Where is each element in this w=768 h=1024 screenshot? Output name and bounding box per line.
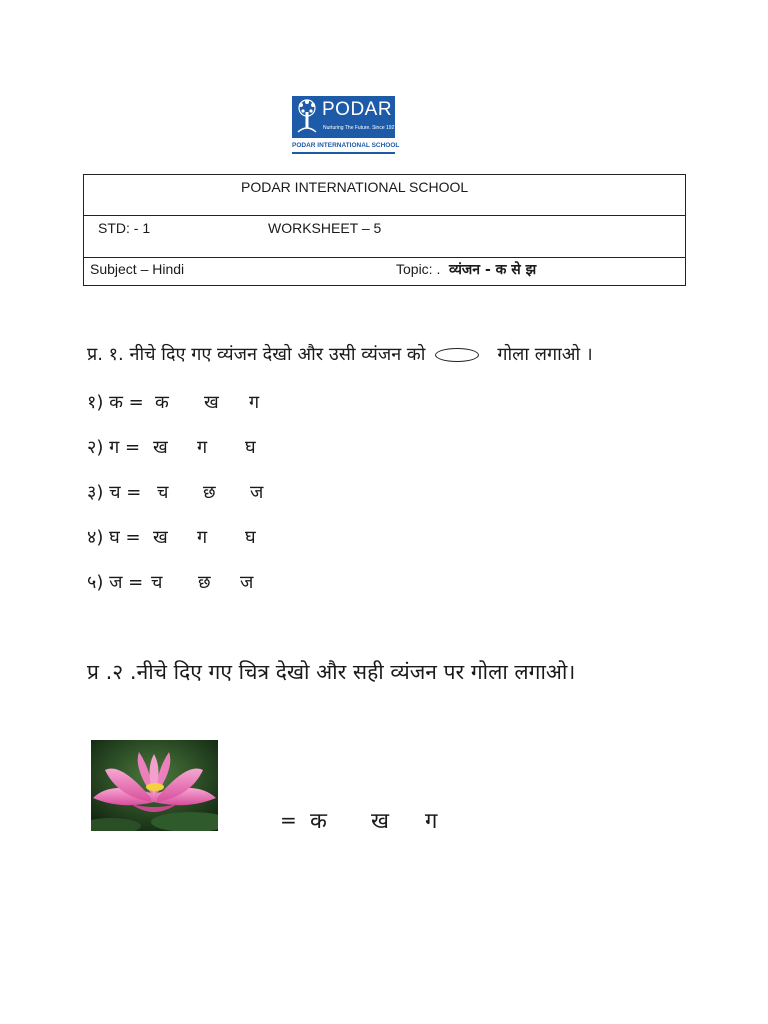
table-row-school	[84, 175, 685, 216]
table-row-subject	[84, 258, 685, 286]
item-label: २) ग =	[87, 437, 141, 458]
option-letter[interactable]: घ	[245, 527, 256, 548]
option-letter[interactable]: क	[310, 809, 327, 834]
option-letter[interactable]: ख	[153, 437, 168, 458]
option-letter[interactable]: ख	[153, 527, 168, 548]
option-letter[interactable]: घ	[245, 437, 256, 458]
option-letter[interactable]: च	[151, 572, 163, 593]
logo-tagline: Nurturing The Future. Since 1927	[323, 125, 398, 131]
logo-banner	[292, 96, 398, 138]
question-1-text: प्र. १. नीचे दिए गए व्यंजन देखो और उसी व्यंजन को	[87, 344, 426, 365]
oval-icon	[435, 348, 479, 362]
question-2-answer-row	[280, 805, 480, 835]
equals-sign: =	[280, 808, 297, 832]
option-letter[interactable]: ज	[250, 482, 264, 503]
option-letter[interactable]: ख	[371, 809, 389, 834]
logo-underline	[292, 152, 395, 154]
question-2-prompt: प्र .२ .नीचे दिए गए चित्र देखो और सही व्यंजन पर गोला लगाओ।	[87, 660, 576, 684]
tree-icon	[294, 98, 320, 136]
school-logo	[292, 96, 400, 156]
option-letter[interactable]: ज	[240, 572, 254, 593]
table-row-std	[84, 216, 685, 258]
option-letter[interactable]: च	[157, 482, 169, 503]
topic-label: Topic: .	[396, 261, 441, 277]
topic-value: व्यंजन - क से झ	[449, 262, 537, 278]
logo-name: PODAR	[322, 99, 393, 120]
option-letter[interactable]: क	[155, 392, 169, 413]
option-letter[interactable]: ग	[197, 527, 208, 548]
lotus-flower-image	[91, 740, 218, 831]
std-label: STD: - 1	[98, 220, 151, 236]
worksheet-info-table	[83, 174, 686, 286]
logo-school-name: PODAR INTERNATIONAL SCHOOL	[292, 142, 400, 149]
option-letter[interactable]: छ	[203, 482, 216, 503]
option-letter[interactable]: ग	[249, 392, 260, 413]
item-label: ५) ज =	[87, 572, 144, 593]
question-1-text-end: गोला लगाओ ।	[497, 344, 593, 365]
worksheet-label: WORKSHEET – 5	[268, 220, 382, 236]
subject-label: Subject – Hindi	[90, 261, 185, 277]
question-1-prompt	[87, 342, 593, 366]
option-letter[interactable]: छ	[198, 572, 211, 593]
option-letter[interactable]: ग	[425, 809, 438, 834]
option-letter[interactable]: ग	[197, 437, 208, 458]
item-label: ३) च =	[87, 482, 142, 503]
school-name: PODAR INTERNATIONAL SCHOOL	[241, 179, 469, 195]
item-label: ४) घ =	[87, 527, 141, 548]
item-label: १) क =	[87, 392, 144, 413]
option-letter[interactable]: ख	[204, 392, 219, 413]
